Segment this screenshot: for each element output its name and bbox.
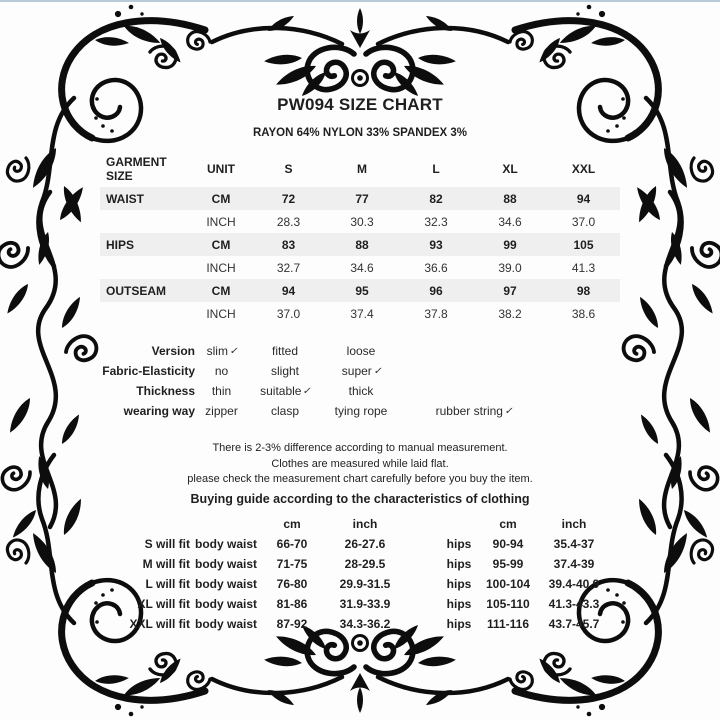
window-edge-line <box>0 0 720 2</box>
guide-cell: 31.9-33.9 <box>339 597 391 611</box>
option-text: zipper <box>205 404 238 418</box>
cell: 94 <box>547 187 620 210</box>
char-option <box>250 381 322 401</box>
cell: 39.0 <box>498 260 522 275</box>
guide-spacer <box>402 534 432 554</box>
header-size-s: S <box>284 161 293 176</box>
guide-header-empty <box>196 514 256 534</box>
option-text: clasp <box>270 404 299 418</box>
check-mark: ✓ <box>372 365 384 377</box>
option-text: slight <box>270 364 299 378</box>
char-option <box>250 361 322 381</box>
row-unit: CM <box>190 279 252 302</box>
char-label-thickness: Thickness <box>136 384 195 398</box>
cell: 37.4 <box>350 306 374 321</box>
note-line: Clothes are measured while laid flat. <box>271 457 449 470</box>
option-text: tying rope <box>334 404 388 418</box>
cell: 98 <box>547 279 620 302</box>
cell: 34.6 <box>498 214 522 229</box>
cell: 105 <box>547 233 620 256</box>
cell: 37.0 <box>276 306 301 321</box>
cell: 83 <box>252 233 325 256</box>
cell: 93 <box>399 233 473 256</box>
row-unit: CM <box>190 187 252 210</box>
row-label <box>100 302 190 325</box>
cell: 77 <box>325 187 399 210</box>
cell: 30.3 <box>350 214 374 229</box>
cell: 37.0 <box>571 214 596 229</box>
guide-header-inch: inch <box>561 517 587 531</box>
char-label-elasticity: Fabric-Elasticity <box>102 364 195 378</box>
cell: 94 <box>252 279 325 302</box>
guide-header-cm: cm <box>283 517 301 531</box>
guide-header-empty <box>100 514 196 534</box>
option-text: no <box>214 364 229 378</box>
option-text: thin <box>211 384 232 398</box>
char-option <box>195 401 250 421</box>
guide-size-label: M will fit <box>142 557 190 571</box>
guide-cell: hips <box>446 557 472 571</box>
guide-size-label: S will fit <box>144 537 190 551</box>
row-label: WAIST <box>100 187 190 210</box>
char-option <box>322 401 402 421</box>
row-label <box>100 210 190 233</box>
cell: 32.7 <box>276 260 301 275</box>
header-size-l: L <box>432 161 440 176</box>
header-size-m: M <box>357 161 367 176</box>
option-text: rubber string <box>435 404 503 418</box>
cell: 72 <box>252 187 325 210</box>
guide-header-inch: inch <box>352 517 378 531</box>
row-unit: INCH <box>206 214 236 229</box>
guide-cell: 66-70 <box>276 537 308 551</box>
row-unit: CM <box>190 233 252 256</box>
guide-spacer <box>402 574 432 594</box>
guide-cell: body waist <box>195 597 258 611</box>
cell: 34.6 <box>350 260 374 275</box>
cell: 82 <box>399 187 473 210</box>
guide-cell: 43.7-45.7 <box>548 617 600 631</box>
cell: 38.2 <box>498 306 522 321</box>
guide-cell: 26-27.6 <box>344 537 386 551</box>
guide-header-empty <box>432 514 486 534</box>
cell: 38.6 <box>571 306 596 321</box>
char-label-wearing-way: wearing way <box>123 404 195 418</box>
page-title: PW094 SIZE CHART <box>277 95 443 114</box>
guide-cell: 29.9-31.5 <box>339 577 391 591</box>
cell: 88 <box>473 187 547 210</box>
guide-cell: 35.4-37 <box>553 537 595 551</box>
guide-header-cm: cm <box>499 517 517 531</box>
guide-cell: 34.3-36.2 <box>339 617 391 631</box>
header-size-xl: XL <box>502 161 518 176</box>
check-mark: ✓ <box>503 405 515 417</box>
buying-guide-heading: Buying guide according to the characteristics of clothing <box>190 492 530 506</box>
guide-cell: 37.4-39 <box>553 557 595 571</box>
guide-size-label: XL will fit <box>137 597 190 611</box>
row-unit: INCH <box>206 260 236 275</box>
row-unit: INCH <box>206 306 236 321</box>
char-option <box>195 361 250 381</box>
char-option <box>402 341 547 361</box>
guide-cell: body waist <box>195 577 258 591</box>
guide-cell: body waist <box>195 617 258 631</box>
guide-cell: hips <box>446 577 472 591</box>
guide-cell: 95-99 <box>492 557 524 571</box>
guide-header-empty <box>402 514 432 534</box>
char-option <box>322 381 402 401</box>
guide-size-label: XXL will fit <box>129 617 190 631</box>
header-unit: UNIT <box>207 161 235 176</box>
char-option <box>322 361 402 381</box>
char-option <box>322 341 402 361</box>
row-label: HIPS <box>100 233 190 256</box>
char-option <box>402 381 547 401</box>
cell: 32.3 <box>424 214 448 229</box>
characteristics-table <box>100 341 547 421</box>
option-text: suitable <box>260 384 302 398</box>
guide-cell: hips <box>446 537 472 551</box>
char-option <box>250 401 322 421</box>
char-option <box>402 401 547 421</box>
guide-spacer <box>402 614 432 634</box>
option-text: super <box>341 364 372 378</box>
row-label <box>100 256 190 279</box>
header-size-xxl: XXL <box>571 161 596 176</box>
cell: 96 <box>399 279 473 302</box>
guide-cell: 111-116 <box>486 617 530 631</box>
size-table <box>100 150 620 325</box>
option-text: thick <box>348 384 374 398</box>
guide-cell: 71-75 <box>276 557 308 571</box>
header-garment-size: GARMENT SIZE <box>106 154 167 183</box>
guide-cell: 41.3-43.3 <box>548 597 600 611</box>
guide-spacer <box>402 554 432 574</box>
cell: 99 <box>473 233 547 256</box>
guide-cell: 81-86 <box>276 597 308 611</box>
cell: 37.8 <box>424 306 448 321</box>
option-text: fitted <box>271 344 298 358</box>
guide-size-label: L will fit <box>145 577 190 591</box>
guide-cell: 90-94 <box>492 537 524 551</box>
cell: 97 <box>473 279 547 302</box>
guide-cell: 28-29.5 <box>344 557 386 571</box>
cell: 88 <box>325 233 399 256</box>
guide-cell: 87-92 <box>276 617 308 631</box>
fabric-composition: RAYON 64% NYLON 33% SPANDEX 3% <box>252 127 468 139</box>
guide-cell: 39.4-40.9 <box>548 577 600 591</box>
guide-cell: 105-110 <box>486 597 530 611</box>
cell: 95 <box>325 279 399 302</box>
char-option <box>402 361 547 381</box>
cell: 36.6 <box>424 260 448 275</box>
guide-cell: 76-80 <box>276 577 308 591</box>
option-text: loose <box>346 344 376 358</box>
check-mark: ✓ <box>228 345 240 357</box>
check-mark: ✓ <box>302 385 314 397</box>
buying-guide-table <box>100 514 618 634</box>
guide-cell: 100-104 <box>485 577 531 591</box>
guide-cell: body waist <box>195 557 258 571</box>
guide-cell: hips <box>446 617 472 631</box>
guide-spacer <box>402 594 432 614</box>
note-line: There is 2-3% difference according to manual measurement. <box>212 442 508 454</box>
option-text: slim <box>206 344 228 358</box>
row-label: OUTSEAM <box>100 279 190 302</box>
measurement-notes <box>0 441 720 488</box>
guide-cell: hips <box>446 597 472 611</box>
cell: 41.3 <box>571 260 596 275</box>
char-option <box>250 341 322 361</box>
char-label-version: Version <box>151 344 195 358</box>
guide-cell: body waist <box>195 537 258 551</box>
note-line: please check the measurement chart carefully before you buy the item. <box>187 473 533 485</box>
cell: 28.3 <box>276 214 301 229</box>
char-option <box>195 341 250 361</box>
char-option <box>195 381 250 401</box>
